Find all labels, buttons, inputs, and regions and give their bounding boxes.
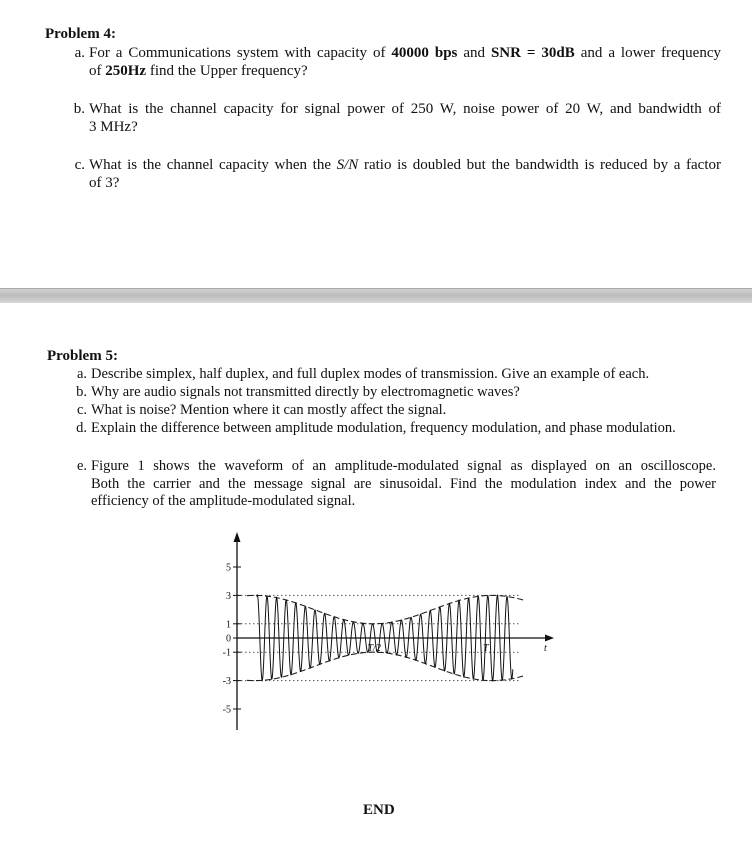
am-waveform-figure	[200, 528, 560, 740]
problem-5-question-b	[76, 384, 716, 402]
question-line: Both the carrier and the message signal are sinusoidal. Find the modulation index and the power	[91, 475, 716, 492]
question-label: d.	[76, 420, 87, 436]
y-tick-label: 0	[226, 633, 231, 645]
problem-5-question-a	[76, 366, 716, 384]
x-label-period: T	[483, 643, 489, 654]
y-tick-label: 3	[226, 590, 231, 602]
question-label: e.	[76, 458, 87, 474]
problem-4-question-c	[74, 156, 721, 192]
question-line	[89, 156, 721, 174]
question-line: What is the channel capacity for signal power of 250 W, noise power of 20 W, and bandwidth of	[89, 101, 721, 117]
x-axis-arrow	[545, 635, 554, 642]
question-line: efficiency of the amplitude-modulated signal.	[91, 493, 356, 509]
question-line	[89, 63, 308, 79]
problem-4-heading: Problem 4:	[45, 26, 116, 42]
text: and a lower frequency	[574, 45, 721, 61]
upper-envelope	[247, 595, 523, 623]
frequency-value: 250Hz	[105, 63, 147, 79]
question-text: Describe simplex, half duplex, and full duplex modes of transmission. Give an example of each.	[91, 366, 650, 382]
question-label: a.	[76, 366, 87, 382]
problem-5-question-c	[76, 402, 716, 420]
question-label: c.	[74, 157, 85, 173]
question-label: b.	[73, 101, 85, 117]
sn-term: S/N	[336, 157, 359, 173]
capacity-value: 40000 bps	[391, 45, 458, 61]
question-text: What is noise? Mention where it can mostly affect the signal.	[91, 402, 447, 418]
question-text: Explain the difference between amplitude modulation, frequency modulation, and phase modulation.	[91, 420, 676, 436]
x-axis-label: t	[544, 643, 547, 654]
text: and	[457, 45, 491, 61]
problem-4-question-b	[73, 100, 721, 136]
y-axis-arrow	[234, 532, 241, 542]
question-line	[89, 44, 721, 62]
problem-5-heading: Problem 5:	[47, 348, 118, 364]
x-label-half-period: T/2	[367, 643, 381, 654]
y-tick-label: -5	[222, 704, 231, 716]
y-tick-label: -3	[222, 676, 231, 688]
question-line: of 3?	[89, 175, 120, 191]
y-tick-label: 1	[226, 619, 231, 631]
problem-5-question-d	[76, 420, 716, 438]
end-label: END	[363, 802, 395, 818]
text: What is the channel capacity when the	[89, 157, 337, 173]
question-label: a.	[74, 45, 85, 61]
page-separator	[0, 288, 752, 304]
question-line: 3 MHz?	[89, 119, 138, 135]
text: of	[89, 63, 106, 79]
text: For a Communications system with capacity of	[89, 45, 392, 61]
text: ratio is doubled but the bandwidth is reduced by a factor	[358, 157, 721, 173]
problem-4-question-a	[74, 44, 721, 80]
question-line: Figure 1 shows the waveform of an amplitude-modulated signal as displayed on an oscilloscope.	[91, 458, 716, 474]
y-tick-label: -1	[222, 647, 231, 659]
question-label: c.	[76, 402, 87, 418]
problem-5-question-e	[76, 458, 716, 511]
question-label: b.	[76, 384, 87, 400]
y-tick-label: 5	[226, 562, 231, 574]
snr-value: SNR = 30dB	[490, 45, 575, 61]
text: find the Upper frequency?	[146, 63, 308, 79]
question-text: Why are audio signals not transmitted directly by electromagnetic waves?	[91, 384, 520, 400]
